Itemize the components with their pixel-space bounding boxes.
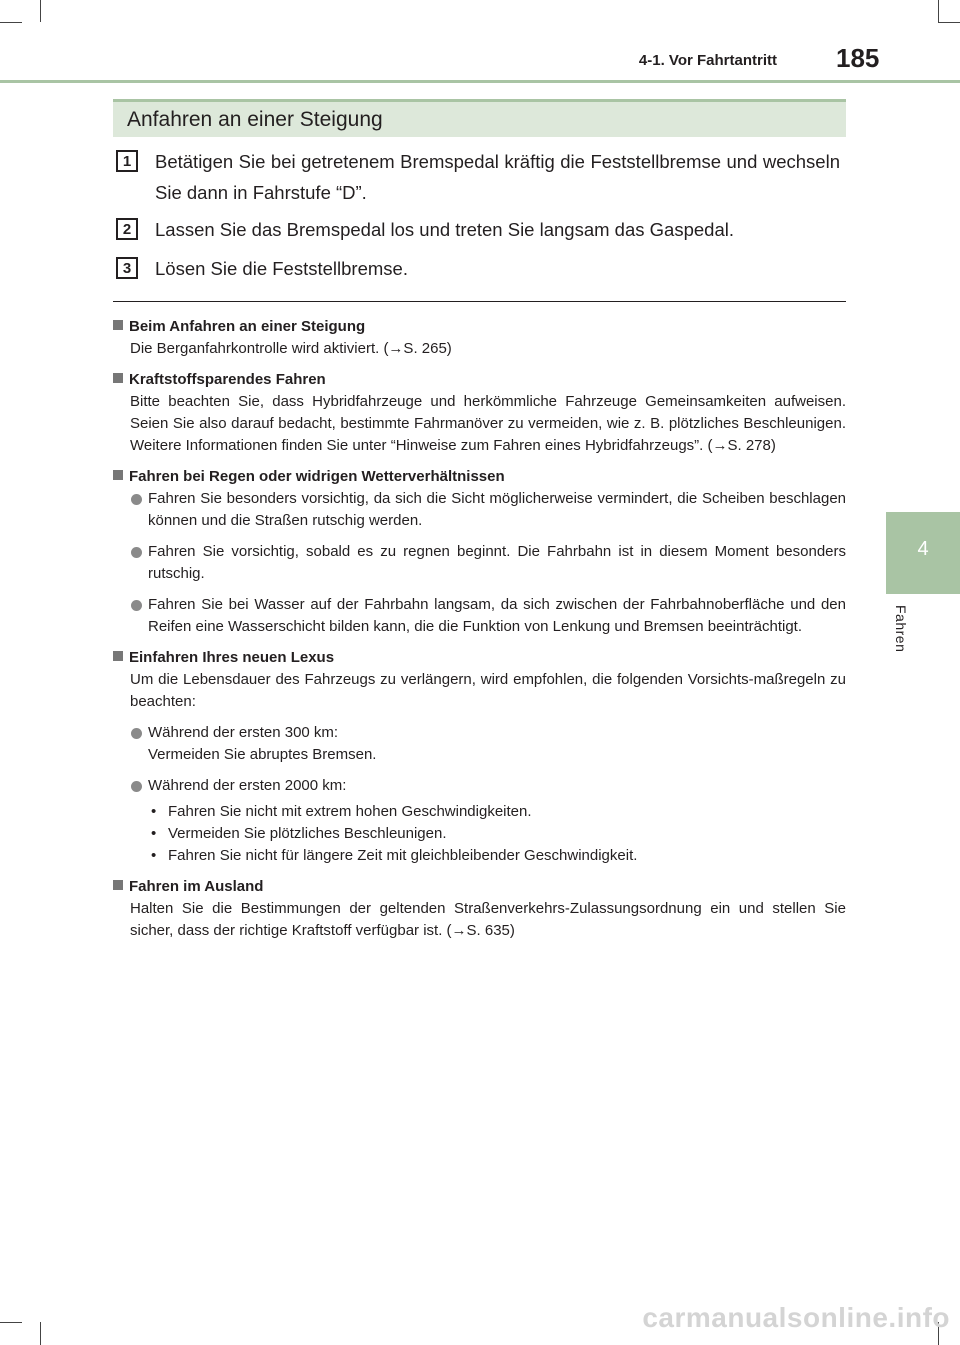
note-body: Bitte beachten Sie, dass Hybridfahrzeuge und herkömmliche Fahrzeuge Gemeinsamkeiten aufweisen. Seien Sie also darauf bedacht, bestimmte Fahrmanöver zu vermeiden, wie z. B. plötzliches Beschleunigen. Weitere Informationen finden Sie unter “Hinweise zum Fahren eines Hybridfahrzeugs”. (→S. 278) [130,393,846,454]
list-item [113,722,846,766]
note-body: Halten Sie die Bestimmungen der geltenden Straßenverkehrs-Zulassungsordnung ein und stellen Sie sicher, dass der richtige Kraftstoff verfügbar ist. (→S. 635) [130,900,846,939]
list-item-text: Fahren Sie vorsichtig, sobald es zu regnen beginnt. Die Fahrbahn ist in diesem Moment besonders rutschig. [148,543,846,582]
step-number: 1 [116,150,138,172]
note-heading [113,316,846,338]
note-heading-text: Kraftstoffsparendes Fahren [129,371,326,388]
notes-section [113,314,846,951]
note-heading-text: Beim Anfahren an einer Steigung [129,318,366,335]
note-heading [113,876,846,898]
sub-list-item: • Fahren Sie nicht für längere Zeit mit gleichbleibender Geschwindigkeit. [151,845,846,867]
sub-list-item: • Vermeiden Sie plötzliches Beschleunigen. [151,823,846,845]
divider [113,301,846,302]
sub-list-item: • Fahren Sie nicht mit extrem hohen Geschwindigkeiten. [151,801,846,823]
header-rule [0,80,960,83]
circle-bullet-icon [131,728,142,739]
square-bullet-icon [113,651,123,661]
note-body: Die Berganfahrkontrolle wird aktiviert. (→S. 265) [130,340,452,357]
note-heading [113,466,846,488]
section-header [113,99,846,137]
running-head: 4-1. Vor Fahrtantritt [638,52,777,69]
list-item-text: Fahren Sie bei Wasser auf der Fahrbahn langsam, da sich zwischen der Fahrbahnoberfläche und den Reifen eine Wasserschicht bilden kann, die die Funktion von Lenkung und Bremsen beeinträchtigt. [148,596,846,635]
note-body: Um die Lebensdauer des Fahrzeugs zu verlängern, wird empfohlen, die folgenden Vorsichts-maßregeln zu beachten: [130,671,846,710]
chapter-tab [886,512,960,594]
list-item [113,488,846,532]
chapter-label-wrap [893,605,917,665]
step-text: Lösen Sie die Feststellbremse. [155,258,408,279]
chapter-number: 4 [917,538,929,560]
circle-bullet-icon [131,781,142,792]
crop-mark [938,22,960,23]
crop-mark [40,1322,41,1345]
square-bullet-icon [113,320,123,330]
note-heading-text: Fahren im Ausland [129,878,264,895]
circle-bullet-icon [131,600,142,611]
section-title: Anfahren an einer Steigung [127,108,383,131]
step-number: 3 [116,257,138,279]
chapter-label: Fahren [893,605,909,653]
square-bullet-icon [113,880,123,890]
page-number: 185 [836,43,880,73]
list-item-text: Während der ersten 2000 km: [148,777,347,794]
step-text: Lassen Sie das Bremspedal los und treten Sie langsam das Gaspedal. [155,219,734,240]
list-item-text: Vermeiden Sie abruptes Bremsen. [148,746,377,763]
sub-list [151,801,846,867]
step-number: 2 [116,218,138,240]
watermark: carmanualsonline.info [642,1302,950,1333]
note-heading [113,369,846,391]
note-heading [113,647,846,669]
list-item [113,541,846,585]
list-item [113,594,846,638]
square-bullet-icon [113,470,123,480]
circle-bullet-icon [131,547,142,558]
list-item [113,775,846,797]
crop-mark [0,1322,22,1323]
note-heading-text: Einfahren Ihres neuen Lexus [129,649,335,666]
list-item-text: Fahren Sie besonders vorsichtig, da sich die Sicht möglicherweise vermindert, die Scheiben beschlagen können und die Straßen rutschig werden. [148,490,846,529]
crop-mark [0,22,22,23]
list-item-text: Während der ersten 300 km: [148,724,339,741]
crop-mark [40,0,41,22]
note-heading-text: Fahren bei Regen oder widrigen Wetterverhältnissen [129,468,505,485]
circle-bullet-icon [131,494,142,505]
square-bullet-icon [113,373,123,383]
step-text: Betätigen Sie bei getretenem Bremspedal kräftig die Feststellbremse und wechseln Sie dann in Fahrstufe “D”. [155,151,840,203]
crop-mark [938,0,939,22]
